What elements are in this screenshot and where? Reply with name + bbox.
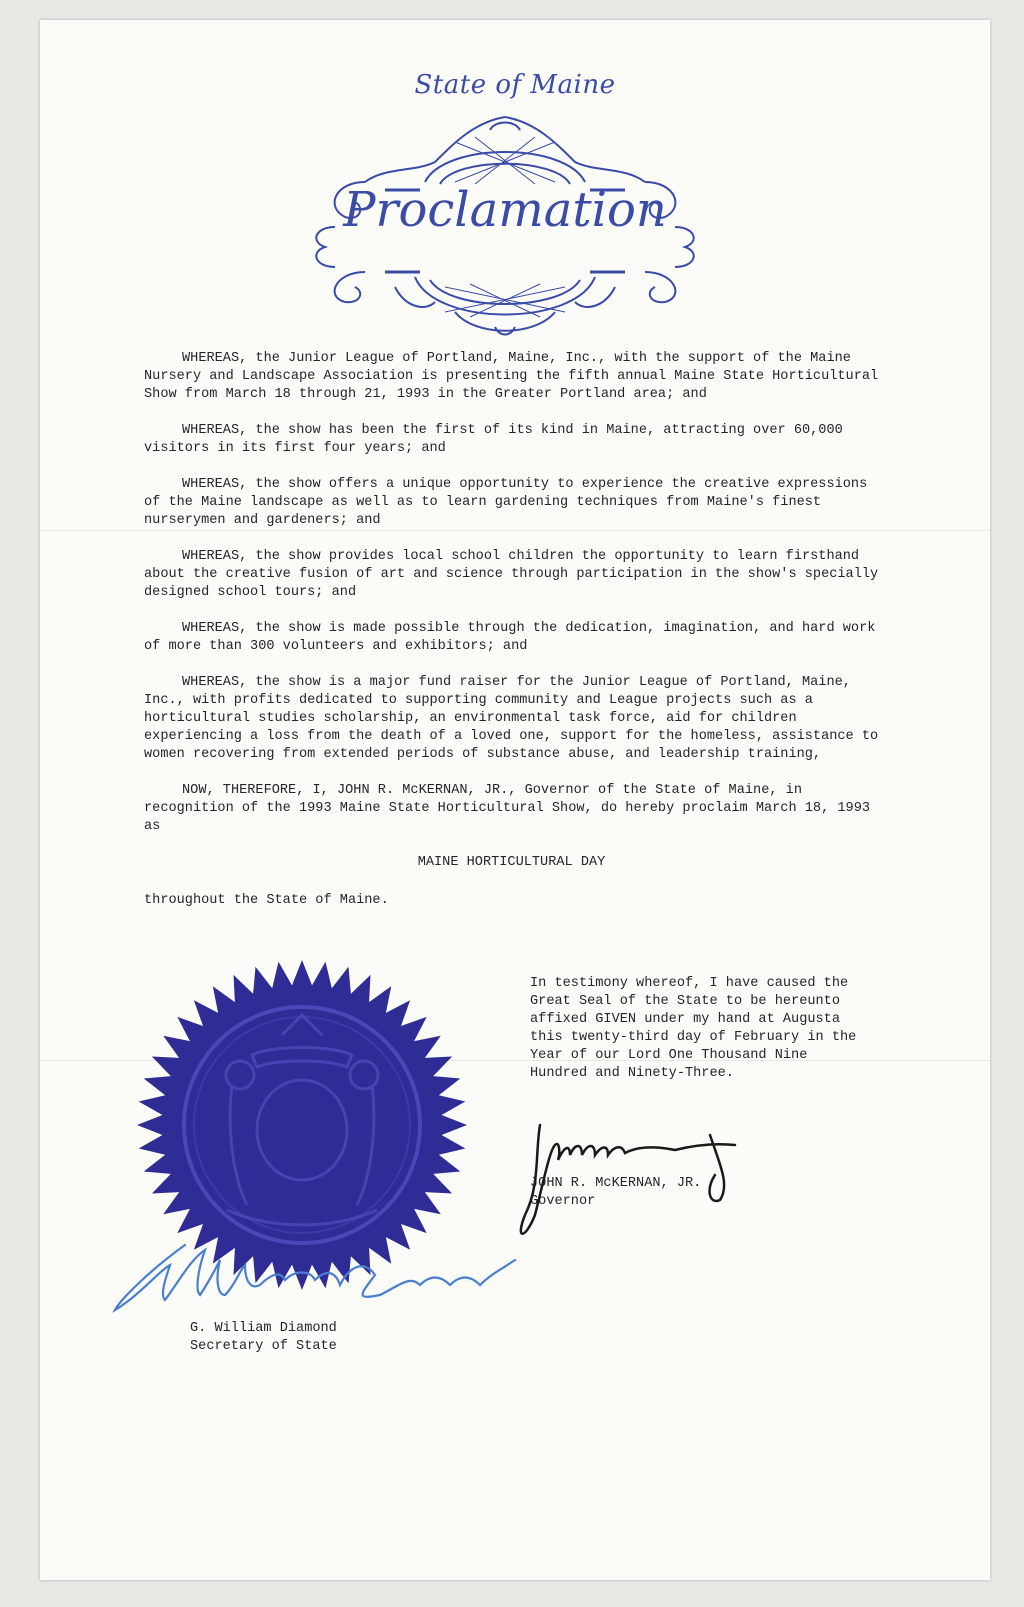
whereas-clause: WHEREAS, the show is made possible through the dedication, imagination, and hard work of more than 300 volunteers and exhibitors; and [144,621,876,654]
whereas-clause: WHEREAS, the show provides local school children the opportunity to learn firsthand about the creative fusion of art and science through participation in the show's specially designed school tours; and [144,549,879,600]
proclamation-title: Proclamation [343,182,667,238]
day-title: MAINE HORTICULTURAL DAY [417,855,606,870]
secretary-signature-icon [110,1240,530,1320]
state-title: State of Maine [414,70,616,100]
testimony-text: In testimony whereof, I have caused the Great Seal of the State to be hereunto affixed GIVEN under my hand at Augusta this twenty-third day of February in the Year of our Lord One Thousand Nine Hundred and Ninety-Three. [530,976,857,1081]
therefore-clause: NOW, THEREFORE, I, JOHN R. McKERNAN, JR., Governor of the State of Maine, in recognition of the 1993 Maine State Horticultural Show, do hereby proclaim March 18, 1993 as [144,783,871,834]
whereas-clause: WHEREAS, the show is a major fund raiser for the Junior League of Portland, Maine, Inc., with profits dedicated to supporting community and League projects such as a horticultural studies scholarship, an environmental task force, aid for children experiencing a loss from the death of a loved one, support for the homeless, assistance to women recovering from extended periods of substance abuse, and leadership training, [144,675,879,762]
governor-signature-icon [510,1115,760,1245]
document-heading [40,70,990,100]
whereas-clause: WHEREAS, the Junior League of Portland, Maine, Inc., with the support of the Maine Nursery and Landscape Association is presenting the fifth annual Maine State Horticultural Show from March 18 through 21, 1993 in the Greater Portland area; and [144,351,879,402]
whereas-clause: WHEREAS, the show has been the first of its kind in Maine, attracting over 60,000 visitors in its first four years; and [144,423,843,456]
whereas-clause: WHEREAS, the show offers a unique opportunity to experience the creative expressions of the Maine landscape as well as to learn gardening techniques from Maine's finest nurserymen and gardeners; and [144,477,868,528]
governor-name: JOHN R. McKERNAN, JR. [530,1176,702,1191]
proclamation-body [144,350,879,910]
secretary-name: G. William Diamond [190,1321,337,1336]
proclamation-crest [305,112,705,342]
secretary-block [190,1320,337,1356]
throughout-line: throughout the State of Maine. [144,893,389,908]
secretary-title: Secretary of State [190,1339,337,1354]
governor-title: Governor [530,1194,596,1209]
